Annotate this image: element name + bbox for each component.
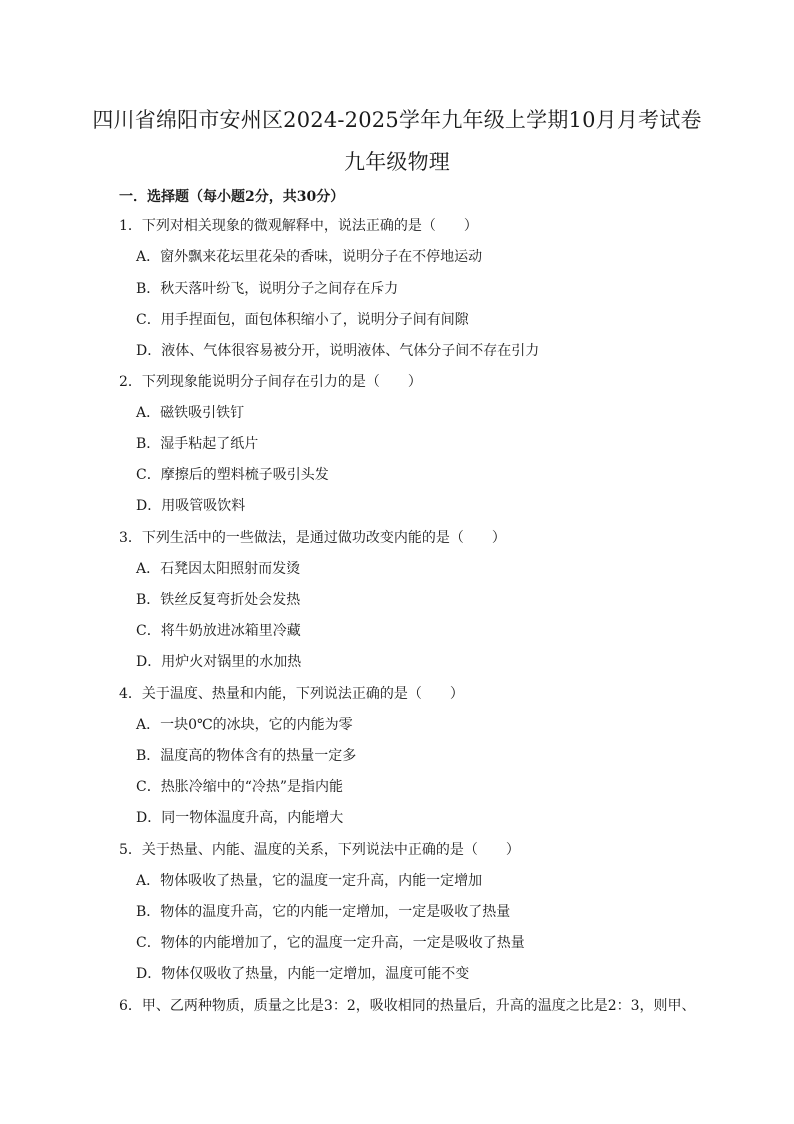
question-3-option-c: C．将牛奶放进冰箱里冷藏 xyxy=(136,623,301,639)
exam-title: 四川省绵阳市安州区2024-2025学年九年级上学期10月月考试卷 xyxy=(92,108,702,132)
question-3-stem: 3．下列生活中的一些做法，是通过做功改变内能的是（ ） xyxy=(119,530,506,546)
question-4-option-d: D．同一物体温度升高，内能增大 xyxy=(136,810,344,826)
question-4-stem: 4．关于温度、热量和内能，下列说法正确的是（ ） xyxy=(119,686,464,702)
question-5-option-a: A．物体吸收了热量，它的温度一定升高，内能一定增加 xyxy=(136,873,483,889)
question-4-option-c: C．热胀冷缩中的“冷热”是指内能 xyxy=(136,779,344,795)
question-2-option-d: D．用吸管吸饮料 xyxy=(136,498,246,514)
question-5-option-b: B．物体的温度升高，它的内能一定增加，一定是吸收了热量 xyxy=(136,904,511,920)
question-3-option-b: B．铁丝反复弯折处会发热 xyxy=(136,592,301,608)
question-2-option-a: A．磁铁吸引铁钉 xyxy=(136,405,245,421)
question-2-option-b: B．湿手粘起了纸片 xyxy=(136,436,259,452)
question-1-option-c: C．用手捏面包，面包体积缩小了，说明分子间有间隙 xyxy=(136,312,469,328)
question-3-option-d: D．用炉火对锅里的水加热 xyxy=(136,654,302,670)
question-5-option-c: C．物体的内能增加了，它的温度一定升高，一定是吸收了热量 xyxy=(136,935,525,951)
question-4-option-b: B．温度高的物体含有的热量一定多 xyxy=(136,748,357,764)
question-2-option-c: C．摩擦后的塑料梳子吸引头发 xyxy=(136,467,329,483)
section-heading: 一．选择题（每小题2分，共30分） xyxy=(119,189,345,205)
question-4-option-a: A．一块0℃的冰块，它的内能为零 xyxy=(136,717,353,733)
question-1-option-b: B．秋天落叶纷飞，说明分子之间存在斥力 xyxy=(136,281,399,297)
exam-subtitle: 九年级物理 xyxy=(344,150,450,174)
question-5-stem: 5．关于热量、内能、温度的关系，下列说法中正确的是（ ） xyxy=(119,842,520,858)
question-1-stem: 1．下列对相关现象的微观解释中，说法正确的是（ ） xyxy=(119,218,478,234)
question-1-option-d: D．液体、气体很容易被分开，说明液体、气体分子间不存在引力 xyxy=(136,343,540,359)
question-6-stem: 6．甲、乙两种物质，质量之比是3：2，吸收相同的热量后，升高的温度之比是2：3，则甲、 xyxy=(119,998,696,1014)
question-5-option-d: D．物体仅吸收了热量，内能一定增加，温度可能不变 xyxy=(136,966,470,982)
question-3-option-a: A．石凳因太阳照射而发烫 xyxy=(136,561,301,577)
question-1-option-a: A．窗外飘来花坛里花朵的香味，说明分子在不停地运动 xyxy=(136,249,483,265)
question-2-stem: 2．下列现象能说明分子间存在引力的是（ ） xyxy=(119,374,422,390)
